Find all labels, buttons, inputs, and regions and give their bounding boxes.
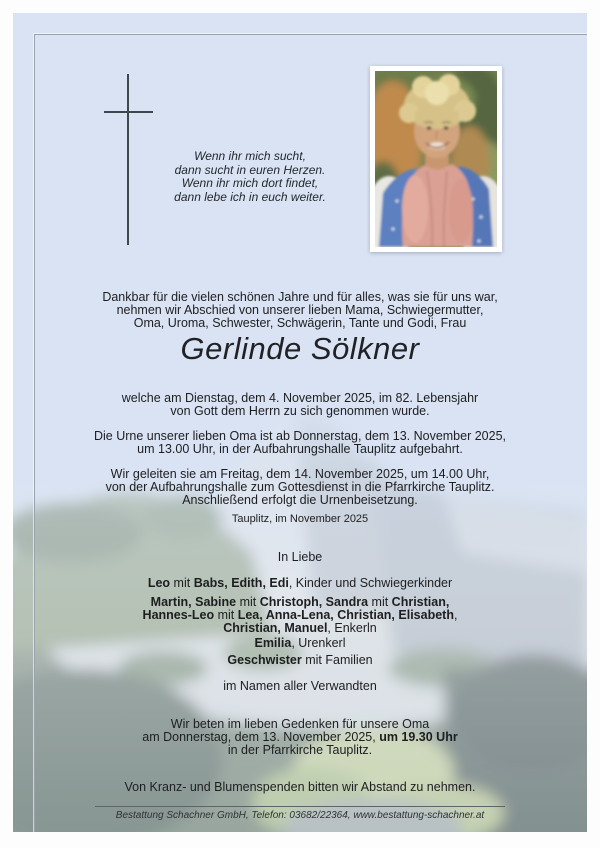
passing-text bbox=[30, 392, 570, 418]
intro-line: Oma, Uroma, Schwester, Schwägerin, Tante und Godi, Frau bbox=[133, 316, 467, 331]
memorial-line: Wir beten im lieben Gedenken für unsere Oma bbox=[170, 717, 430, 731]
family-siblings-line: Geschwister mit Familien bbox=[227, 653, 373, 667]
family-names: Babs, Edith, Edi bbox=[193, 576, 289, 590]
passing-line: von Gott dem Herrn zu sich genommen wurde. bbox=[170, 404, 430, 419]
memorial-poem bbox=[90, 150, 410, 205]
in-liebe-label: In Liebe bbox=[277, 550, 323, 564]
family-grandchildren-lines bbox=[30, 596, 570, 636]
footer-divider bbox=[95, 806, 505, 807]
memorial-line: am Donnerstag, dem 13. November 2025, um 19.30 Uhr bbox=[142, 730, 458, 745]
portrait-photo bbox=[370, 66, 502, 252]
poem-line: dann sucht in euren Herzen. bbox=[174, 162, 326, 177]
procession-line: Wir geleiten sie am Freitag, dem 14. November 2025, um 14.00 Uhr, bbox=[110, 467, 490, 481]
memorial-prayer-text bbox=[30, 718, 570, 758]
memorial-line: in der Pfarrkirche Tauplitz. bbox=[227, 743, 373, 758]
family-children-line: Leo mit Babs, Edith, Edi, Kinder und Schwiegerkinder bbox=[147, 576, 453, 590]
portrait-illustration bbox=[375, 71, 497, 247]
family-grandchildren-line: Hannes-Leo mit Lea, Anna-Lena, Christian, Elisabeth, bbox=[142, 608, 458, 623]
intro-line: Dankbar für die vielen schönen Jahre und für alles, was sie für uns war, bbox=[102, 290, 498, 304]
deceased-name: Gerlinde Sölkner bbox=[180, 331, 420, 366]
procession-text bbox=[30, 468, 570, 508]
intro-line: nehmen wir Abschied von unserer lieben Mama, Schwiegermutter, bbox=[116, 303, 484, 318]
procession-line: von der Aufbahrungshalle zum Gottesdienst in die Pfarrkirche Tauplitz. bbox=[105, 480, 495, 495]
funeral-home-footer: Bestattung Schachner GmbH, Telefon: 03682/22364, www.bestattung-schachner.at bbox=[115, 810, 485, 821]
urn-line: Die Urne unserer lieben Oma ist ab Donnerstag, dem 13. November 2025, bbox=[93, 429, 507, 443]
family-grandchildren-line: Christian, Manuel, Enkerln bbox=[223, 621, 377, 636]
poem-line: Wenn ihr mich sucht, bbox=[194, 149, 306, 163]
family-great-grandchild-line: Emilia, Urenkerl bbox=[254, 636, 346, 650]
flowers-note: Von Kranz- und Blumenspenden bitten wir Abstand zu nehmen. bbox=[124, 780, 476, 794]
poem-line: dann lebe ich in euch weiter. bbox=[174, 190, 326, 205]
family-names: Leo bbox=[147, 576, 171, 590]
poem-line: Wenn ihr mich dort findet, bbox=[181, 176, 319, 191]
memorial-time: um 19.30 Uhr bbox=[379, 730, 458, 745]
urn-line: um 13.00 Uhr, in der Aufbahrungshalle Tauplitz aufgebahrt. bbox=[137, 442, 463, 457]
passing-line: welche am Dienstag, dem 4. November 2025, im 82. Lebensjahr bbox=[121, 391, 479, 405]
place-dateline: Tauplitz, im November 2025 bbox=[231, 513, 369, 525]
urn-laying-out-text bbox=[30, 430, 570, 456]
intro-text bbox=[30, 291, 570, 331]
relatives-line: im Namen aller Verwandten bbox=[223, 679, 377, 693]
family-grandchildren-line: Martin, Sabine mit Christoph, Sandra mit Christian, bbox=[150, 595, 450, 609]
procession-line: Anschließend erfolgt die Urnenbeisetzung. bbox=[182, 493, 418, 508]
